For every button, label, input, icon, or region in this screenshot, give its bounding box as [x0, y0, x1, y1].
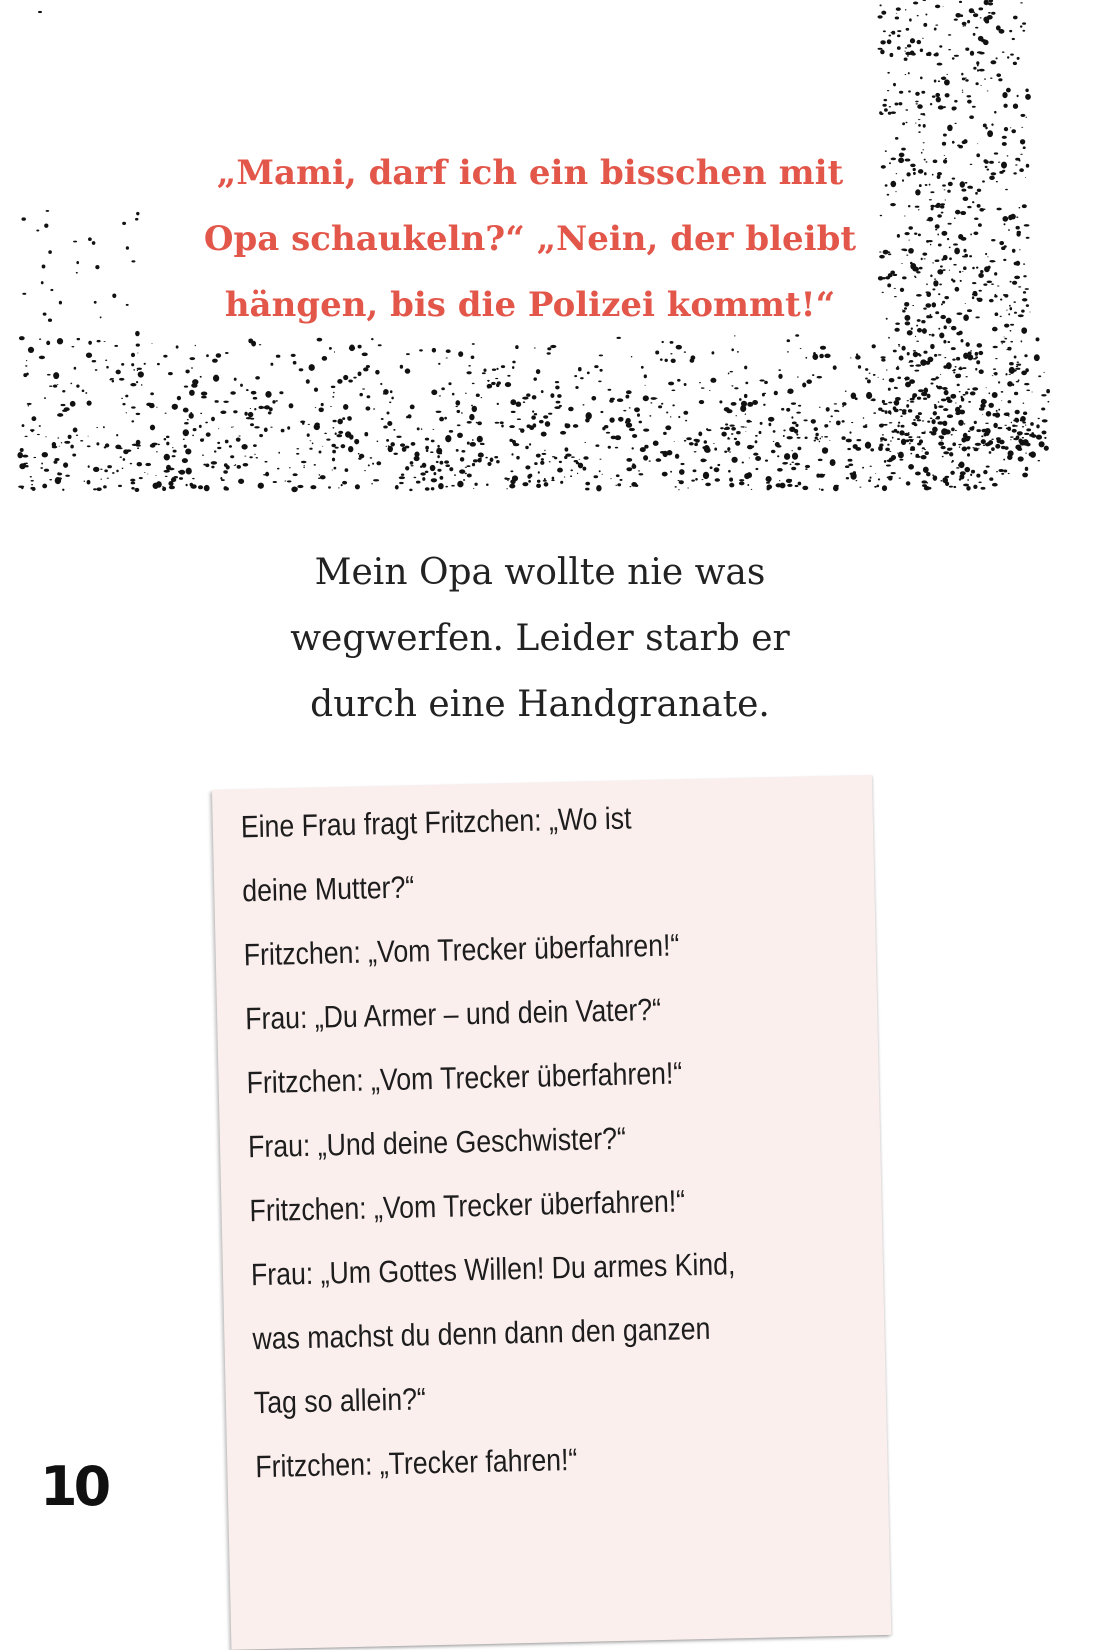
red-joke-line: Opa schaukeln?“ „Nein, der bleibt	[203, 219, 857, 259]
note-line: Fritzchen: „Vom Trecker überfahren!“	[246, 1055, 683, 1101]
note-line: Fritzchen: „Vom Trecker überfahren!“	[243, 927, 680, 973]
note-line: Tag so allein?“	[253, 1381, 427, 1421]
note-line: Frau: „Und deine Geschwister?“	[247, 1120, 627, 1165]
serif-joke-line: wegwerfen. Leider starb er	[290, 618, 790, 659]
note-line: Fritzchen: „Vom Trecker überfahren!“	[249, 1183, 686, 1229]
serif-joke-text	[200, 540, 880, 738]
note-line: Frau: „Um Gottes Willen! Du armes Kind,	[250, 1246, 736, 1293]
note-line: deine Mutter?“	[241, 869, 415, 909]
serif-joke-line: durch eine Handgranate.	[310, 684, 770, 725]
note-line: was machst du denn dann den ganzen	[252, 1310, 711, 1357]
red-joke-line: hängen, bis die Polizei kommt!“	[224, 285, 836, 325]
red-joke-text	[150, 140, 910, 338]
note-card	[212, 775, 891, 1650]
note-card-text	[240, 783, 789, 1499]
note-line: Eine Frau fragt Fritzchen: „Wo ist	[240, 800, 632, 845]
red-joke-line: „Mami, darf ich ein bisschen mit	[216, 153, 844, 193]
serif-joke-line: Mein Opa wollte nie was	[314, 552, 766, 593]
note-line: Fritzchen: „Trecker fahren!“	[254, 1441, 578, 1485]
note-line: Frau: „Du Armer – und dein Vater?“	[244, 991, 662, 1037]
page-number: 10	[40, 1455, 108, 1518]
